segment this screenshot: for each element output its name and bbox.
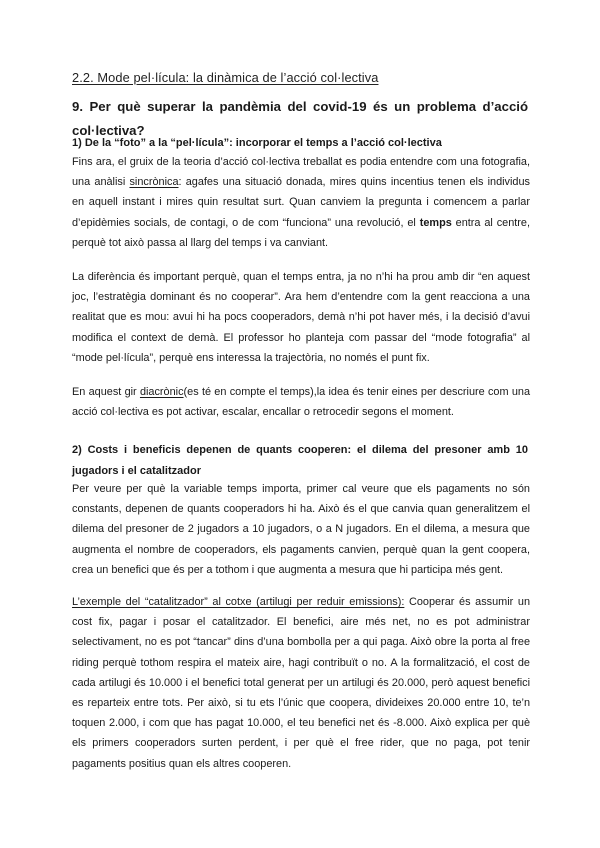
paragraph-1 [72, 152, 530, 253]
section-title: 2.2. Mode pel·lícula: la dinàmica de l’acció col·lectiva [72, 70, 379, 85]
paragraph-5-text: Cooperar és assumir un cost fix, pagar i posar el catalitzador. El benefici, aire més net, no es pot administrar selectivament, no es pot “tancar” dins d’una bombolla per a qui paga. Això obre la porta al free riding perquè tothom respira el mateix aire, hagi contribuït o no. A la formalització, el cost de cada artilugi és 10.000 i el benefici total generat per un artilugi és 20.000, però aquest benefici es reparteix entre tots. Per això, si tu ets l’únic que coopera, divideixes 20.000 entre 10, te’n toquen 2.000, i com que has pagat 10.000, el teu benefici net és -8.000. Això explica per què els primers cooperadors surten perdent, i per què el free rider, que no paga, pot tenir pagaments positius quan els altres cooperen. [72, 596, 531, 770]
question-number: 9. [72, 99, 83, 114]
paragraph-1-text-b: : agafes una situació donada, mires quins incentius tenen els individus en aquell instant i mires quin resultat surt. Quan canviem la pregunta i comencem a parlar d’epidèmies socials, de contagi, o de com “funciona” una revolució, el [72, 176, 530, 229]
paragraph-3-text-b: (es té en compte el temps),la idea és tenir eines per descriure com una acció col·lectiva es pot activar, escalar, encallar o retrocedir segons el moment. [72, 386, 530, 419]
term-diacronic: diacrònic [139, 386, 184, 398]
paragraph-1-text-c: entra al centre, perquè tot això passa al llarg del temps i va canviant. [72, 216, 531, 249]
term-sincronica: sincrònica [129, 176, 179, 189]
paragraph-4: Per veure per què la variable temps importa, primer cal veure que els pagaments no són constants, depenen de quants cooperadors hi ha. Això és el que canvia quan generalitzem el dilema del presoner de 2 jugadors a 10 jugadors, o a N jugadors. En el dilema, a mesura que augmenta el nombre de cooperadors, els pagaments canvien, perquè quan la gent coopera, crea un benefici que és per a tothom i que augmenta a mesura que hi participa més gent. [72, 483, 530, 576]
question-text: Per què superar la pandèmia del covid-19 és un problema d’acció col·lectiva? [72, 99, 528, 138]
paragraph-5 [72, 592, 530, 774]
paragraph-3 [72, 382, 530, 422]
term-temps: temps [419, 216, 452, 229]
catalitzador-example-label: L’exemple del “catalitzador” al cotxe (artilugi per reduir emissions): [72, 596, 405, 608]
paragraph-3-text-a: En aquest gir [72, 386, 140, 398]
paragraph-1-text-a: Fins ara, el gruix de la teoria d’acció col·lectiva treballat es podia entendre com una fotografia, una anàlisi [72, 156, 530, 189]
subheading-1: 1) De la “foto” a la “pel·lícula”: incorporar el temps a l’acció col·lectiva [72, 137, 442, 149]
paragraph-2: La diferència és important perquè, quan el temps entra, ja no n’hi ha prou amb dir “en aquest joc, l’estratègia dominant és no cooperar”. Ara hem d’entendre com la gent reacciona a una realitat que es mou: avui hi ha pocs cooperadors, demà n’hi pot haver més, i la decisió d’avui modifica el context de demà. El professor ho planteja com passar del “mode fotografia” al “mode pel·lícula”, perquè ens interessa la trajectòria, no només el punt fix. [72, 271, 530, 364]
subheading-2: 2) Costs i beneficis depenen de quants cooperen: el dilema del presoner amb 10 jugadors i el catalitzador [72, 444, 528, 477]
